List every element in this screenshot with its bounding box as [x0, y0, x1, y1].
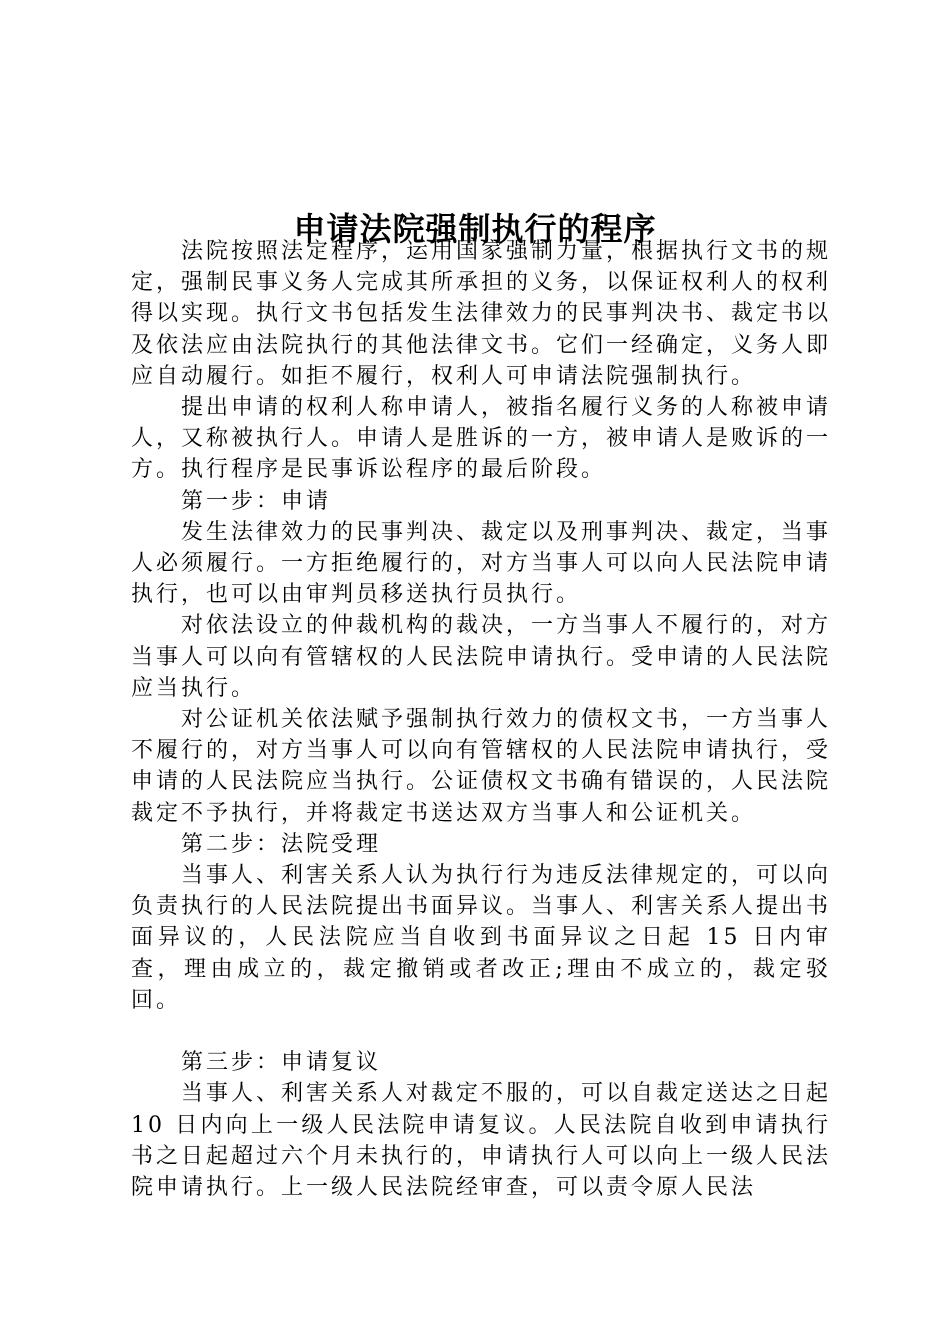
paragraph-notarial-execution: 对公证机关依法赋予强制执行效力的债权文书，一方当事人不履行的，对方当事人可以向有管辖权的人民法院申请执行，受申请的人民法院应当执行。公证债权文书确有错误的，人民法院裁定不予执行，并将裁定书送达双方当事人和公证机关。 — [131, 707, 832, 826]
paragraph-parties: 提出申请的权利人称申请人，被指名履行义务的人称被申请人，又称被执行人。申请人是胜诉的一方，被申请人是败诉的一方。执行程序是民事诉讼程序的最后阶段。 — [131, 395, 832, 483]
paragraph-judgment-execution: 发生法律效力的民事判决、裁定以及刑事判决、裁定，当事人必须履行。一方拒绝履行的，对方当事人可以向人民法院申请执行，也可以由审判员移送执行员执行。 — [131, 519, 832, 608]
document-title: 申请法院强制执行的程序 — [293, 210, 657, 249]
document-body — [131, 236, 831, 1203]
paragraph-objection: 当事人、利害关系人认为执行行为违反法律规定的，可以向负责执行的人民法院提出书面异议。当事人、利害关系人提出书面异议的，人民法院应当自收到书面异议之日起 15 日内审查，理由成立的，裁定撤销或者改正;理由不成立的，裁定驳回。 — [131, 863, 832, 1013]
step-two-heading: 第二步：法院受理 — [181, 831, 382, 857]
paragraph-intro: 法院按照法定程序，运用国家强制力量，根据执行文书的规定，强制民事义务人完成其所承担的义务，以保证权利人的权利得以实现。执行文书包括发生法律效力的民事判决书、裁定书以及依法应由法院执行的其他法律文书。它们一经确定，义务人即应自动履行。如拒不履行，权利人可申请法院强制执行。 — [131, 239, 832, 389]
paragraph-reconsideration: 当事人、利害关系人对裁定不服的，可以自裁定送达之日起 10 日内向上一级人民法院申请复议。人民法院自收到申请执行书之日起超过六个月未执行的，申请执行人可以向上一级人民法院申请执行。上一级人民法院经审查，可以责令原人民法 — [131, 1081, 832, 1201]
step-three-heading: 第三步：申请复议 — [181, 1050, 382, 1076]
step-one-heading: 第一步：申请 — [181, 488, 332, 514]
paragraph-arbitration-execution: 对依法设立的仲裁机构的裁决，一方当事人不履行的，对方当事人可以向有管辖权的人民法院申请执行。受申请的人民法院应当执行。 — [131, 613, 832, 701]
